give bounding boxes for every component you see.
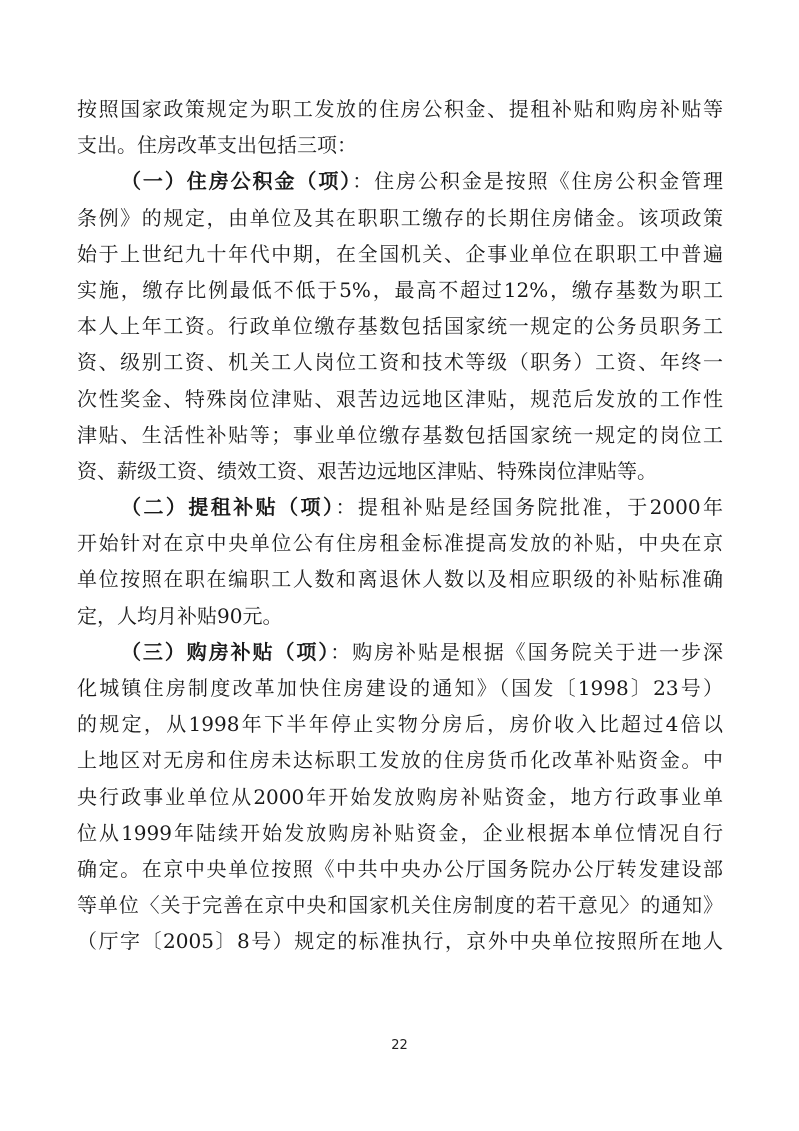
line-text: 等单位〈关于完善在京中央和国家机关住房制度的若干意见〉的通知》 bbox=[77, 893, 723, 918]
text-line bbox=[77, 525, 723, 561]
line-text: 上地区对无房和住房未达标职工发放的住房货币化改革补贴资金。中 bbox=[77, 748, 723, 773]
line-text: 资、级别工资、机关工人岗位工资和技术等级（职务）工资、年终一 bbox=[77, 350, 723, 375]
text-line bbox=[77, 779, 723, 815]
text-line bbox=[77, 815, 723, 851]
page-number: 22 bbox=[391, 1038, 408, 1053]
line-text: 定，人均月补贴90元。 bbox=[77, 603, 283, 628]
text-line bbox=[77, 742, 723, 778]
line-text: ：购房补贴是根据《国务院关于进一步深 bbox=[330, 639, 724, 664]
text-line bbox=[77, 127, 723, 163]
text-line bbox=[77, 453, 723, 489]
line-text: 实施，缴存比例最低不低于5%，最高不超过12%，缴存基数为职工 bbox=[77, 277, 723, 302]
line-text: 津贴、生活性补贴等；事业单位缴存基数包括国家统一规定的岗位工 bbox=[77, 422, 723, 447]
section-heading: （二）提租补贴（项） bbox=[121, 495, 336, 520]
line-text: 确定。在京中央单位按照《中共中央办公厅国务院办公厅转发建设部 bbox=[77, 856, 723, 881]
section-heading-line bbox=[77, 163, 723, 199]
text-line bbox=[77, 200, 723, 236]
text-line bbox=[77, 561, 723, 597]
line-text: 单位按照在职在编职工人数和离退休人数以及相应职级的补贴标准确 bbox=[77, 567, 723, 592]
section-heading-line bbox=[77, 634, 723, 670]
text-line bbox=[77, 344, 723, 380]
line-text: ：提租补贴是经国务院批准，于2000年 bbox=[335, 495, 723, 520]
text-line bbox=[77, 706, 723, 742]
text-line bbox=[77, 308, 723, 344]
line-text: 始于上世纪九十年代中期，在全国机关、企事业单位在职职工中普遍 bbox=[77, 241, 723, 266]
line-text: 本人上年工资。行政单位缴存基数包括国家统一规定的公务员职务工 bbox=[77, 314, 723, 339]
line-text: 的规定，从1998年下半年停止实物分房后，房价收入比超过4倍以 bbox=[77, 712, 723, 737]
text-line bbox=[77, 851, 723, 887]
text-line bbox=[77, 236, 723, 272]
line-text: 条例》的规定，由单位及其在职职工缴存的长期住房储金。该项政策 bbox=[77, 205, 723, 230]
text-line bbox=[77, 887, 723, 923]
section-heading: （三）购房补贴（项） bbox=[121, 639, 331, 664]
line-text: 支出。住房改革支出包括三项： bbox=[77, 133, 357, 158]
line-text: （厅字〔2005〕8号）规定的标准执行，京外中央单位按照所在地人 bbox=[77, 929, 723, 954]
line-text: 按照国家政策规定为职工发放的住房公积金、提租补贴和购房补贴等 bbox=[77, 97, 723, 121]
line-text: 资、薪级工资、绩效工资、艰苦边远地区津贴、特殊岗位津贴等。 bbox=[77, 458, 657, 483]
line-text: 位从1999年陆续开始发放购房补贴资金，企业根据本单位情况自行 bbox=[77, 820, 723, 845]
text-line bbox=[77, 91, 723, 127]
text-line bbox=[77, 923, 723, 959]
text-line bbox=[77, 598, 723, 634]
section-heading-line bbox=[77, 489, 723, 525]
line-text: 开始针对在京中央单位公有住房租金标准提高发放的补贴，中央在京 bbox=[77, 531, 723, 556]
line-text: 次性奖金、特殊岗位津贴、艰苦边远地区津贴，规范后发放的工作性 bbox=[77, 386, 723, 411]
text-line bbox=[77, 670, 723, 706]
line-text: 化城镇住房制度改革加快住房建设的通知》（国发〔1998〕23号） bbox=[77, 676, 723, 700]
line-text: ：住房公积金是按照《住房公积金管理 bbox=[352, 169, 724, 194]
body-text bbox=[77, 91, 723, 960]
text-line bbox=[77, 272, 723, 308]
section-heading: （一）住房公积金（项） bbox=[121, 169, 353, 194]
line-text: 央行政事业单位从2000年开始发放购房补贴资金，地方行政事业单 bbox=[77, 784, 723, 809]
text-line bbox=[77, 417, 723, 453]
text-line bbox=[77, 381, 723, 417]
